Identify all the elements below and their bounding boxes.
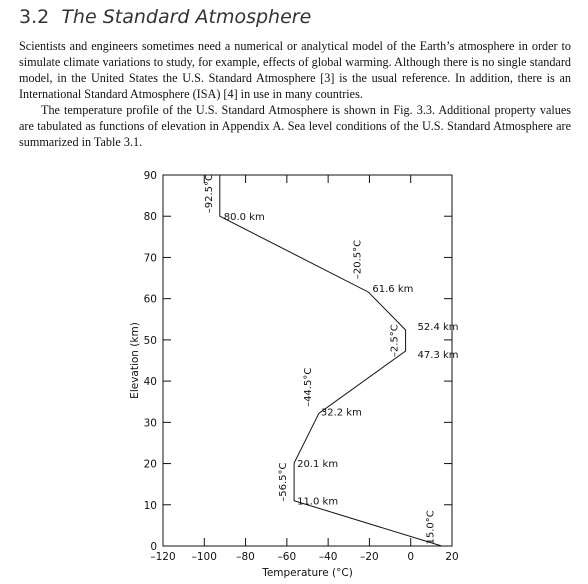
- paragraph-1: Scientists and engineers sometimes need a numerical or analytical model of the Earth’s atmosphere in order to simulate climate variations to study, for example, effects of global warming. Although there is no single standard model, in the United States the U.S. Standard Atmosphere [3] is the usual reference. In addition, there is an International Standard Atmosphere (ISA) [4] in use in many countries.: [19, 39, 571, 101]
- elevation-annotation: 47.3 km: [417, 350, 459, 362]
- y-axis-title: Elevation (km): [129, 322, 141, 399]
- elevation-annotation: 52.4 km: [417, 321, 459, 333]
- elevation-annotation: 20.1 km: [297, 459, 339, 471]
- y-tick-label: 80: [143, 211, 157, 224]
- temperature-profile-chart: [0, 160, 588, 584]
- y-tick-label: 70: [143, 252, 157, 265]
- paragraph-2: The temperature profile of the U.S. Standard Atmosphere is shown in Fig. 3.3. Additional property values are tabulated as functions of elevation in Appendix A. Sea level conditions of the U.S. Standard Atmosphere are summarized in Table 3.1.: [19, 103, 571, 149]
- temperature-label: –20.5°C: [352, 239, 364, 280]
- temperature-label: –92.5°C: [203, 173, 215, 214]
- y-tick-label: 30: [143, 417, 157, 430]
- temperature-label: 15.0°C: [425, 510, 437, 545]
- body-text: [19, 38, 571, 150]
- y-tick-label: 60: [143, 293, 157, 306]
- section-number: 3.2: [19, 6, 50, 28]
- elevation-annotation: 61.6 km: [372, 284, 414, 296]
- x-tick-label: –120: [150, 551, 176, 563]
- temperature-profile-line: [220, 175, 442, 546]
- temperature-profile-figure: [0, 160, 588, 584]
- x-tick-label: –60: [277, 551, 297, 563]
- x-tick-label: –20: [360, 551, 379, 563]
- elevation-annotation: 32.2 km: [320, 407, 362, 419]
- y-tick-label: 10: [143, 499, 157, 512]
- temperature-label: –2.5°C: [389, 324, 401, 358]
- temperature-label: –44.5°C: [302, 367, 314, 407]
- plot-frame: [163, 175, 452, 546]
- y-tick-label: 40: [143, 376, 157, 389]
- x-tick-label: 20: [445, 551, 459, 563]
- x-tick-label: 0: [407, 551, 415, 563]
- x-tick-label: –40: [318, 551, 338, 563]
- section-title: The Standard Atmosphere: [61, 6, 312, 28]
- x-tick-label: –100: [191, 551, 217, 563]
- y-tick-label: 0: [150, 541, 157, 553]
- temperature-label: –56.5°C: [278, 462, 290, 502]
- section-heading: [19, 6, 311, 28]
- y-tick-label: 90: [143, 170, 157, 182]
- elevation-annotation: 11.0 km: [297, 496, 339, 508]
- elevation-annotation: 80.0 km: [223, 212, 265, 224]
- x-axis-title: Temperature (°C): [262, 567, 353, 579]
- y-tick-label: 50: [143, 334, 157, 347]
- y-tick-label: 20: [143, 458, 157, 471]
- x-tick-label: –80: [236, 551, 255, 563]
